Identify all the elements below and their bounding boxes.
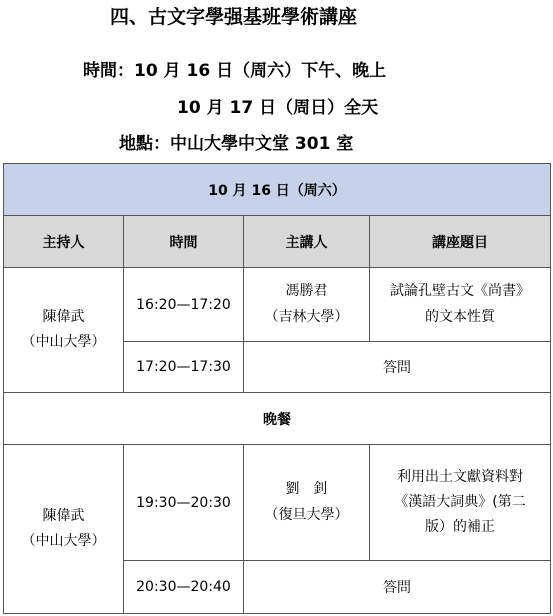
column-header-speaker: 主講人 xyxy=(244,216,370,268)
host-name: 陳偉武 xyxy=(42,308,85,325)
topic-line: 利用出土文獻資料對 xyxy=(397,468,524,485)
day-band: 10 月 16 日（周六） xyxy=(4,164,551,216)
topic-cell xyxy=(370,268,551,342)
topic-line: 版）的補正 xyxy=(425,519,496,536)
column-header-row xyxy=(4,216,551,268)
page-title: 四、古文字學强基班學術講座 xyxy=(110,6,358,28)
location-line: 地點：中山大學中文堂 301 室 xyxy=(119,134,354,154)
column-header-topic: 講座題目 xyxy=(370,216,551,268)
column-header-time: 時間 xyxy=(124,216,244,268)
speaker-name: 劉 釗 xyxy=(285,481,328,498)
speaker-affiliation: （復旦大學） xyxy=(264,506,349,523)
host-cell xyxy=(4,445,124,614)
talk-time: 16:20—17:20 xyxy=(124,268,244,342)
qa-time: 17:20—17:30 xyxy=(124,342,244,393)
topic-line: 的文本性質 xyxy=(425,308,496,325)
host-name: 陳偉武 xyxy=(42,507,85,524)
dinner-row: 晚餐 xyxy=(4,393,551,445)
qa-label: 答問 xyxy=(244,561,551,614)
table-row xyxy=(4,445,551,561)
host-affiliation: （中山大學） xyxy=(21,334,106,350)
topic-line: 試論孔壁古文《尚書》 xyxy=(390,283,531,300)
talk-time: 19:30—20:30 xyxy=(124,445,244,561)
time-line-1: 時間：10 月 16 日（周六）下午、晚上 xyxy=(83,61,387,81)
speaker-name: 馮勝君 xyxy=(285,283,328,300)
topic-line: 《漢語大詞典》(第二 xyxy=(394,493,526,510)
table-row xyxy=(4,393,551,445)
qa-time: 20:30—20:40 xyxy=(124,561,244,614)
speaker-affiliation: （吉林大學） xyxy=(264,308,349,325)
speaker-cell xyxy=(244,445,370,561)
speaker-cell xyxy=(244,268,370,342)
column-header-host: 主持人 xyxy=(4,216,124,268)
time-line-2: 10 月 17 日（周日）全天 xyxy=(177,98,379,118)
qa-label: 答問 xyxy=(244,342,551,393)
host-cell xyxy=(4,268,124,393)
host-affiliation: （中山大學） xyxy=(21,533,106,549)
schedule-table xyxy=(3,163,551,614)
topic-cell xyxy=(370,445,551,561)
table-row xyxy=(4,268,551,342)
